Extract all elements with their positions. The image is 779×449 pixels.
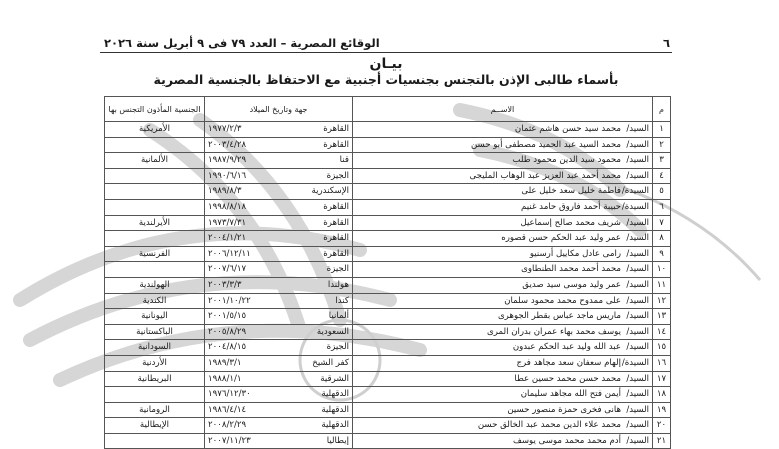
- nationality: الباكستانية: [105, 324, 205, 340]
- applicant-name: محمد أحمد عبد العزيز عبد الوهاب المليجى: [469, 170, 621, 181]
- table-row: [105, 402, 671, 418]
- birth-date: ١٩٨٦/٤/١٤: [208, 404, 247, 415]
- row-number: ١٣: [653, 309, 671, 325]
- table-row: [105, 355, 671, 371]
- birth-date: ٢٠٠٧/١١/٢٣: [208, 435, 251, 446]
- applicant-name: أدم محمد محمد موسى يوسف: [512, 435, 621, 446]
- birth-cell: [205, 231, 353, 247]
- nationality: [105, 433, 205, 449]
- applicant-name: شريف محمد صالح إسماعيل: [520, 217, 621, 228]
- table-row: [105, 433, 671, 449]
- applicant-name-cell: [353, 199, 653, 215]
- applicant-name-cell: [353, 433, 653, 449]
- honorific: السيد/: [626, 311, 649, 322]
- honorific: السيد/: [626, 326, 649, 337]
- birth-date: ٢٠٠٤/٨/١٥: [208, 342, 247, 353]
- row-number: ١٧: [653, 371, 671, 387]
- applicant-name-cell: [353, 168, 653, 184]
- row-number: ١٩: [653, 402, 671, 418]
- honorific: السيدة/: [621, 201, 649, 212]
- row-number: ١٢: [653, 293, 671, 309]
- header-birth: جهة وتاريخ الميلاد: [205, 97, 353, 122]
- header-num: م: [653, 97, 671, 122]
- birth-date: ٢٠٠٧/٦/١٧: [208, 264, 247, 275]
- birth-place: الجيزة: [326, 342, 349, 353]
- honorific: السيد/: [626, 373, 649, 384]
- honorific: السيد/: [626, 139, 649, 150]
- applicant-name: ماريس ماجد عباس بقطر الجوهرى: [497, 311, 621, 322]
- nationality: اليونانية: [105, 309, 205, 325]
- nationality: الأردنية: [105, 355, 205, 371]
- page-number: ٦: [662, 36, 670, 50]
- honorific: السيد/: [626, 279, 649, 290]
- table-row: [105, 137, 671, 153]
- birth-cell: [205, 402, 353, 418]
- birth-cell: [205, 199, 353, 215]
- birth-cell: [205, 433, 353, 449]
- applicant-name: حبيبة أحمد فاروق حامد غنيم: [521, 201, 621, 212]
- row-number: ٨: [653, 231, 671, 247]
- birth-date: ٢٠٠١/٥/١٥: [208, 311, 247, 322]
- birth-place: الشرقية: [320, 373, 349, 384]
- birth-cell: [205, 340, 353, 356]
- nationality: الهولندية: [105, 277, 205, 293]
- birth-cell: [205, 324, 353, 340]
- birth-place: السعودية: [316, 326, 349, 337]
- honorific: السيد/: [626, 342, 649, 353]
- birth-place: هولندا: [327, 279, 349, 290]
- birth-date: ١٩٩٠/٦/١٦: [208, 170, 247, 181]
- honorific: السيد/: [626, 233, 649, 244]
- table-row: [105, 231, 671, 247]
- birth-date: ١٩٨٩/٨/٣: [208, 186, 242, 197]
- birth-cell: [205, 387, 353, 403]
- honorific: السيد/: [626, 217, 649, 228]
- row-number: ٧: [653, 215, 671, 231]
- applicant-name: على ممدوح محمد محمود سلمان: [504, 295, 621, 306]
- table-row: [105, 122, 671, 138]
- birth-place: ألمانيا: [328, 311, 349, 322]
- birth-date: ٢٠٠٦/١٢/١١: [208, 248, 251, 259]
- birth-cell: [205, 371, 353, 387]
- applicant-name-cell: [353, 246, 653, 262]
- table-row: [105, 277, 671, 293]
- honorific: السيدة/: [621, 186, 649, 197]
- birth-date: ١٩٧٣/٧/٣١: [208, 217, 247, 228]
- honorific: السيد/: [626, 404, 649, 415]
- honorific: السيد/: [626, 170, 649, 181]
- birth-cell: [205, 122, 353, 138]
- row-number: ١٨: [653, 387, 671, 403]
- birth-cell: [205, 355, 353, 371]
- applicant-name-cell: [353, 262, 653, 278]
- table-row: [105, 246, 671, 262]
- birth-date: ١٩٧٦/١٢/٣٠: [208, 389, 251, 400]
- birth-cell: [205, 293, 353, 309]
- table-row: [105, 309, 671, 325]
- nationality: الألمانية: [105, 153, 205, 169]
- birth-date: ٢٠٠٣/٤/٢٨: [208, 139, 247, 150]
- birth-date: ٢٠٠٥/٨/٢٩: [208, 326, 247, 337]
- applicant-name-cell: [353, 355, 653, 371]
- birth-place: الإسكندرية: [311, 186, 349, 197]
- running-header: [104, 36, 670, 50]
- birth-place: القاهرة: [323, 201, 349, 212]
- header-name: الاســم: [353, 97, 653, 122]
- birth-cell: [205, 309, 353, 325]
- nationality: [105, 184, 205, 200]
- row-number: ١٠: [653, 262, 671, 278]
- birth-cell: [205, 277, 353, 293]
- birth-date: ١٩٧٧/٢/٣: [208, 124, 242, 134]
- honorific: السيدة/: [621, 357, 649, 368]
- birth-cell: [205, 246, 353, 262]
- applicant-name-cell: [353, 231, 653, 247]
- nationality: الأيرلندية: [105, 215, 205, 231]
- birth-place: الجيزة: [326, 170, 349, 181]
- honorific: السيد/: [626, 389, 649, 400]
- birth-place: كفر الشيخ: [312, 357, 349, 368]
- honorific: السيد/: [626, 155, 649, 166]
- birth-place: القاهرة: [323, 139, 349, 150]
- birth-place: القاهرة: [323, 233, 349, 244]
- birth-date: ١٩٨٨/١/١: [208, 373, 242, 384]
- applicant-name: محمد السيد عبد الحميد مصطفى أبو حسن: [470, 139, 621, 150]
- applicant-name: محمد أحمد محمد الطنطاوى: [521, 264, 621, 275]
- birth-place: قنا: [339, 155, 349, 166]
- honorific: السيد/: [626, 264, 649, 275]
- table-row: [105, 293, 671, 309]
- birth-date: ٢٠٠٣/٣/٣: [208, 279, 242, 290]
- applicant-name-cell: [353, 324, 653, 340]
- birth-place: القاهرة: [323, 217, 349, 228]
- applicant-name: أيمن فتح الله مجاهد سليمان: [520, 389, 621, 400]
- row-number: ٥: [653, 184, 671, 200]
- birth-date: ١٩٨٧/٩/٢٩: [208, 155, 247, 166]
- applicant-name: محمد سيد حسن هاشم عثمان: [514, 124, 621, 134]
- birth-place: إيطاليا: [326, 435, 349, 446]
- honorific: السيد/: [626, 295, 649, 306]
- applicant-name: هانى فخرى حمزة منصور حسين: [507, 404, 621, 415]
- birth-place: القاهرة: [323, 248, 349, 259]
- nationality: [105, 231, 205, 247]
- table-row: [105, 184, 671, 200]
- table-row: [105, 387, 671, 403]
- applicant-name-cell: [353, 293, 653, 309]
- nationality: الإيطالية: [105, 418, 205, 434]
- birth-date: ١٩٨٩/٣/١: [208, 357, 242, 368]
- naturalization-table: [104, 96, 671, 449]
- table-row: [105, 153, 671, 169]
- honorific: السيد/: [626, 435, 649, 446]
- applicant-name-cell: [353, 340, 653, 356]
- applicant-name-cell: [353, 402, 653, 418]
- applicant-name: رامى عادل مكاييل أرسنيو: [529, 248, 621, 259]
- applicant-name: عمر وليد عبد الحكم حسن قصوره: [501, 233, 621, 244]
- applicant-name-cell: [353, 418, 653, 434]
- table-row: [105, 199, 671, 215]
- header-divider: [100, 52, 672, 53]
- applicant-name-cell: [353, 122, 653, 138]
- nationality: [105, 387, 205, 403]
- birth-place: الدقهلية: [321, 420, 349, 431]
- birth-date: ٢٠٠٨/٢/٢٩: [208, 420, 247, 431]
- table-row: [105, 262, 671, 278]
- applicant-name-cell: [353, 153, 653, 169]
- birth-place: القاهرة: [323, 124, 349, 134]
- applicant-name: فاطمة خليل سعد خليل على: [521, 186, 621, 197]
- nationality: السودانية: [105, 340, 205, 356]
- applicant-name: يوسف محمد بهاء عمران بدران المرى: [487, 326, 621, 337]
- nationality: الأمريكية: [105, 122, 205, 138]
- nationality: الفرنسية: [105, 246, 205, 262]
- nationality: الرومانية: [105, 402, 205, 418]
- table-row: [105, 324, 671, 340]
- table-header-row: [105, 97, 671, 122]
- birth-date: ٢٠٠١/١٠/٢٢: [208, 295, 251, 306]
- page-subtitle: بأسماء طالبى الإذن بالتجنس بجنسيات أجنبية مع الاحتفاظ بالجنسية المصرية: [153, 72, 619, 87]
- row-number: ١١: [653, 277, 671, 293]
- applicant-name: عمر وليد موسى سيد صديق: [522, 279, 621, 290]
- nationality: الكندية: [105, 293, 205, 309]
- birth-place: كندا: [335, 295, 349, 306]
- table-body: [105, 122, 671, 449]
- applicant-name: محمد حسن محمد حسين عطا: [514, 373, 621, 384]
- row-number: ٢٠: [653, 418, 671, 434]
- birth-place: الدقهلية: [321, 389, 349, 400]
- applicant-name-cell: [353, 137, 653, 153]
- row-number: ٣: [653, 153, 671, 169]
- applicant-name-cell: [353, 184, 653, 200]
- applicant-name-cell: [353, 277, 653, 293]
- nationality: [105, 262, 205, 278]
- row-number: ١٤: [653, 324, 671, 340]
- table-row: [105, 215, 671, 231]
- birth-cell: [205, 215, 353, 231]
- table-row: [105, 418, 671, 434]
- nationality: البريطانية: [105, 371, 205, 387]
- applicant-name: محمد علاء الدين محمد عبد الخالق حسن: [477, 420, 621, 431]
- honorific: السيد/: [626, 124, 649, 134]
- table-row: [105, 340, 671, 356]
- applicant-name-cell: [353, 309, 653, 325]
- nationality: [105, 137, 205, 153]
- row-number: ١٥: [653, 340, 671, 356]
- table-row: [105, 371, 671, 387]
- page-title: بيـان: [369, 56, 403, 72]
- applicant-name: عبد الله وليد عبد الحكم عبدون: [512, 342, 621, 353]
- nationality: [105, 168, 205, 184]
- header-nationality: الجنسية المأذون التجنس بها: [105, 97, 205, 122]
- birth-place: الدقهلية: [321, 404, 349, 415]
- row-number: ٤: [653, 168, 671, 184]
- row-number: ٦: [653, 199, 671, 215]
- honorific: السيد/: [626, 248, 649, 259]
- birth-place: الجيزة: [326, 264, 349, 275]
- birth-cell: [205, 184, 353, 200]
- row-number: ١٦: [653, 355, 671, 371]
- applicant-name-cell: [353, 215, 653, 231]
- honorific: السيد/: [626, 420, 649, 431]
- row-number: ٢١: [653, 433, 671, 449]
- row-number: ١: [653, 122, 671, 138]
- birth-date: ٢٠٠٤/١/٢١: [208, 233, 247, 244]
- row-number: ٢: [653, 137, 671, 153]
- nationality: [105, 199, 205, 215]
- table-row: [105, 168, 671, 184]
- applicant-name: محمود سيد الدين محمود طلب: [512, 155, 621, 166]
- birth-cell: [205, 418, 353, 434]
- row-number: ٩: [653, 246, 671, 262]
- applicant-name-cell: [353, 371, 653, 387]
- birth-cell: [205, 262, 353, 278]
- applicant-name-cell: [353, 387, 653, 403]
- birth-cell: [205, 153, 353, 169]
- birth-date: ١٩٩٨/٨/١٨: [208, 201, 247, 212]
- birth-cell: [205, 137, 353, 153]
- running-title: الوقائع المصرية – العدد ٧٩ فى ٩ أبريل سنة ٢٠٢٦: [104, 36, 380, 50]
- birth-cell: [205, 168, 353, 184]
- applicant-name: إلهام سعفان سعد مجاهد فرج: [516, 357, 621, 368]
